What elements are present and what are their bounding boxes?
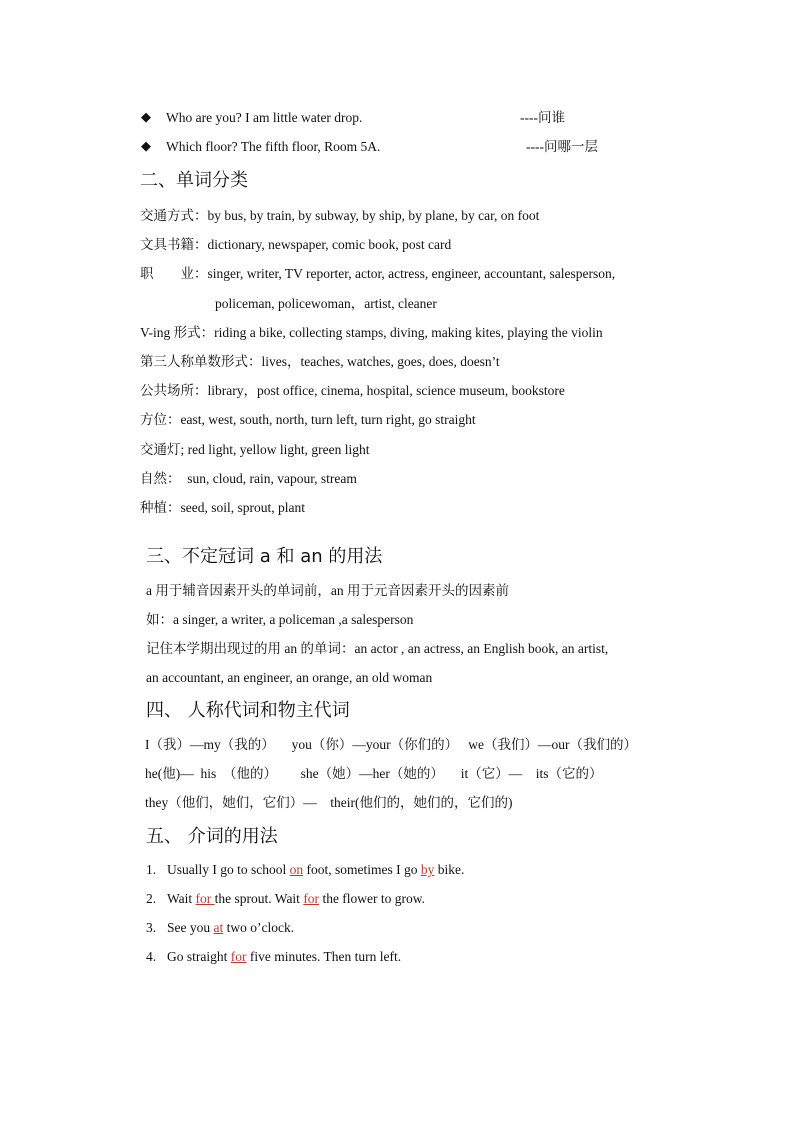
list-number: 1. <box>146 862 157 877</box>
pronoun-line: I（我）—my（我的） you（你）—your（你们的） we（我们）—our（我们的） <box>145 737 637 752</box>
vocab-words: sun, cloud, rain, vapour, stream <box>180 471 357 486</box>
vocab-words: red light, yellow light, green light <box>187 442 370 457</box>
bullet-note: ----问哪一层 <box>526 139 598 154</box>
sentence-text: See you <box>167 920 214 935</box>
sentence-text: five minutes. Then turn left. <box>246 949 402 964</box>
vocab-line <box>140 236 451 254</box>
preposition-highlight: at <box>213 920 224 935</box>
bullet-text: Which floor? The fifth floor, Room 5A. <box>166 139 381 154</box>
section-heading: 五、 介词的用法 <box>146 826 278 847</box>
preposition-highlight: for <box>195 891 215 906</box>
vocab-label: 种植： <box>140 500 181 515</box>
sentence-text: bike. <box>434 862 465 877</box>
preposition-highlight: for <box>303 891 320 906</box>
vocab-words: library，post office, cinema, hospital, science museum, bookstore <box>207 383 565 398</box>
sentence-text: two o’clock. <box>223 920 295 935</box>
article-an-words: an accountant, an engineer, an orange, an old woman <box>146 670 433 685</box>
vocab-label: V-ing 形式： <box>140 325 215 340</box>
vocab-label: 公共场所： <box>140 383 208 398</box>
list-number: 4. <box>146 949 157 964</box>
vocab-label: 文具书籍： <box>140 237 208 252</box>
bullet-text: Who are you? I am little water drop. <box>166 110 363 125</box>
vocab-label: 自然： <box>140 471 181 486</box>
vocab-line <box>140 441 369 459</box>
vocab-label: 职 业： <box>140 266 208 281</box>
vocab-line <box>140 470 357 488</box>
article-example: 如：a singer, a writer, a policeman ,a salesperson <box>146 612 414 627</box>
pronoun-line: he(他)— his （他的） she（她）—her（她的） it（它）— its（它的） <box>145 766 603 781</box>
list-item <box>167 890 425 908</box>
sentence-text: the sprout. Wait <box>214 891 304 906</box>
vocab-label: 第三人称单数形式： <box>140 354 262 369</box>
sentence-text: Usually I go to school <box>167 862 290 877</box>
sentence-text: Go straight <box>167 949 231 964</box>
vocab-words: singer, writer, TV reporter, actor, actress, engineer, accountant, salesperson, <box>207 266 616 281</box>
section-heading: 四、 人称代词和物主代词 <box>146 700 350 721</box>
preposition-highlight: by <box>420 862 435 877</box>
vocab-line <box>140 499 305 517</box>
vocab-line <box>215 295 437 313</box>
section-heading: 二、单词分类 <box>140 170 248 191</box>
vocab-words: policeman, policewoman，artist, cleaner <box>215 296 437 311</box>
list-item <box>167 919 294 937</box>
vocab-words: seed, soil, sprout, plant <box>180 500 305 515</box>
sentence-text: foot, sometimes I go <box>303 862 421 877</box>
vocab-label: 方位： <box>140 412 181 427</box>
list-number: 3. <box>146 920 157 935</box>
vocab-line <box>140 411 476 429</box>
vocab-line <box>140 353 500 371</box>
sentence-text: the flower to grow. <box>319 891 426 906</box>
preposition-highlight: for <box>230 949 247 964</box>
vocab-line <box>140 207 539 225</box>
vocab-line <box>140 382 565 400</box>
vocab-words: dictionary, newspaper, comic book, post card <box>207 237 452 252</box>
vocab-words: east, west, south, north, turn left, turn right, go straight <box>180 412 476 427</box>
list-item <box>167 948 401 966</box>
preposition-highlight: on <box>289 862 304 877</box>
vocab-line <box>140 265 615 283</box>
vocab-words: riding a bike, collecting stamps, diving, making kites, playing the violin <box>214 325 603 340</box>
vocab-words: by bus, by train, by subway, by ship, by plane, by car, on foot <box>207 208 540 223</box>
section-heading: 三、不定冠词 a 和 an 的用法 <box>146 546 383 567</box>
sentence-text: Wait <box>167 891 196 906</box>
article-rule: a 用于辅音因素开头的单词前，an 用于元音因素开头的因素前 <box>146 583 509 598</box>
bullet-note: ----问谁 <box>520 110 565 125</box>
article-an-words: 记住本学期出现过的用 an 的单词：an actor , an actress, an English book, an artist, <box>146 641 609 656</box>
pronoun-line: they（他们，她们，它们）— their(他们的，她们的，它们的) <box>145 795 513 810</box>
diamond-bullet-icon: ◆ <box>141 110 151 125</box>
diamond-bullet-icon: ◆ <box>141 139 151 154</box>
vocab-label: 交通灯; <box>140 442 188 457</box>
list-item <box>167 861 464 879</box>
vocab-line <box>140 324 603 342</box>
vocab-label: 交通方式： <box>140 208 208 223</box>
vocab-words: lives，teaches, watches, goes, does, doesn’t <box>261 354 500 369</box>
list-number: 2. <box>146 891 157 906</box>
